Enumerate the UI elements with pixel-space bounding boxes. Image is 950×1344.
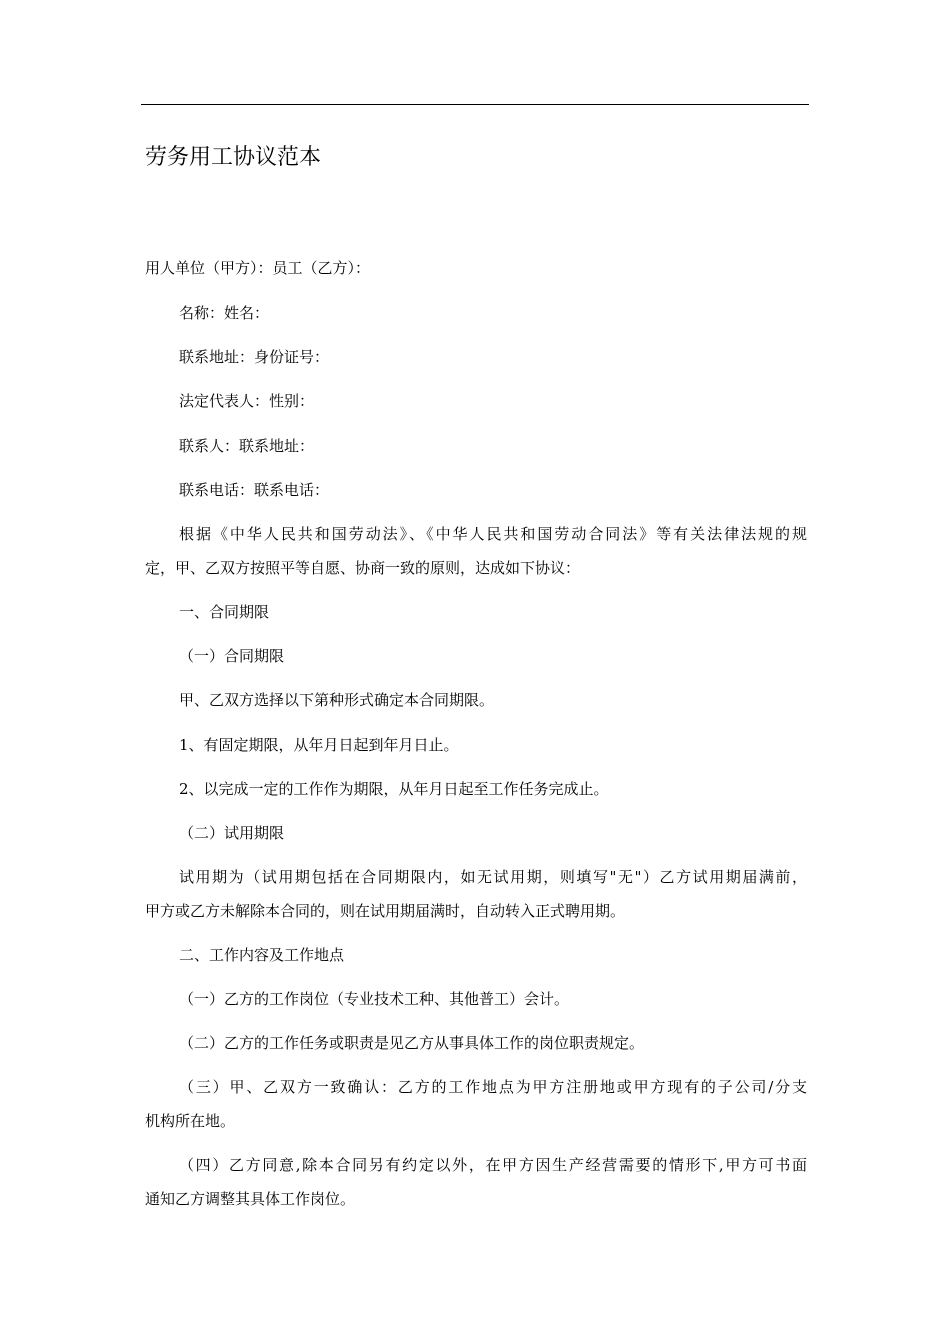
- paragraph-line: 定，甲、乙双方按照平等自愿、协商一致的原则，达成如下协议：: [145, 559, 581, 577]
- paragraph-line: （四）乙方同意,除本合同另有约定以外，在甲方因生产经营需要的情形下,甲方可书面: [179, 1156, 807, 1174]
- section-heading: 二、工作内容及工作地点: [179, 946, 345, 964]
- paragraph-line: 甲方或乙方未解除本合同的，则在试用期届满时，自动转入正式聘用期。: [145, 902, 626, 920]
- paragraph-line: （二）乙方的工作任务或职责是见乙方从事具体工作的岗位职责规定。: [179, 1034, 645, 1052]
- paragraph-line: （一）乙方的工作岗位（专业技术工种、其他普工）会计。: [179, 990, 570, 1008]
- document-title: 劳务用工协议范本: [145, 145, 322, 170]
- field-name: 名称：姓名：: [179, 304, 270, 322]
- paragraph-line: 根据《中华人民共和国劳动法》、《中华人民共和国劳动合同法》等有关法律法规的规: [179, 525, 807, 543]
- field-representative: 法定代表人：性别：: [179, 392, 315, 410]
- paragraph-line: 机构所在地。: [145, 1112, 236, 1130]
- field-phone: 联系电话：联系电话：: [179, 481, 330, 499]
- paragraph-line: 甲、乙双方选择以下第种形式确定本合同期限。: [179, 691, 495, 709]
- field-address: 联系地址：身份证号：: [179, 348, 330, 366]
- paragraph-line: （三）甲、乙双方一致确认：乙方的工作地点为甲方注册地或甲方现有的子公司/分支: [179, 1078, 807, 1096]
- list-item: 2、以完成一定的工作作为期限，从年月日起至工作任务完成止。: [179, 780, 609, 798]
- paragraph-line: 通知乙方调整其具体工作岗位。: [145, 1190, 356, 1208]
- party-header: 用人单位（甲方）：员工（乙方）：: [145, 259, 371, 277]
- list-item: 1、有固定期限，从年月日起到年月日止。: [179, 736, 459, 754]
- field-contact: 联系人：联系地址：: [179, 437, 315, 455]
- paragraph-line: 试用期为（试用期包括在合同期限内，如无试用期，则填写"无"）乙方试用期届满前，: [179, 868, 807, 886]
- header-rule: [141, 104, 809, 105]
- subsection-heading: （一）合同期限: [179, 647, 285, 665]
- section-heading: 一、合同期限: [179, 603, 270, 621]
- subsection-heading: （二）试用期限: [179, 824, 285, 842]
